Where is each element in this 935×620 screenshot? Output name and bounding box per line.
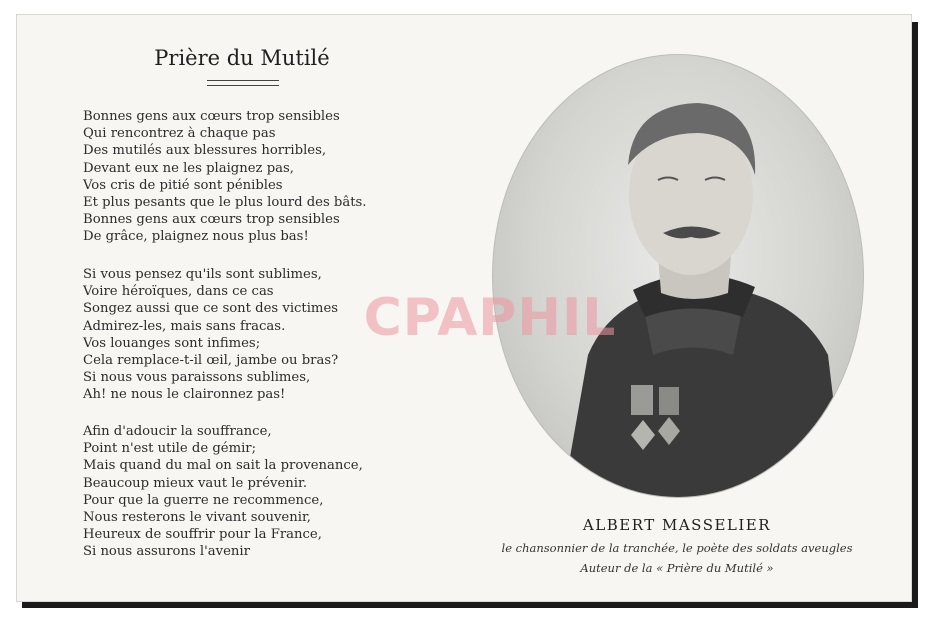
portrait-caption-line-1: le chansonnier de la tranchée, le poète des soldats aveugles: [501, 541, 853, 555]
portrait-name: ALBERT MASSELIER: [582, 516, 772, 534]
poem-line: Des mutilés aux blessures horribles,: [83, 143, 327, 159]
poem-line: Devant eux ne les plaignez pas,: [83, 160, 294, 176]
title-underline: [207, 80, 279, 86]
poem-line: De grâce, plaignez nous plus bas!: [83, 229, 309, 245]
watermark-text: CPAPHIL: [363, 288, 617, 348]
poem-line: Vos louanges sont infimes;: [83, 335, 261, 351]
stanza-1: [83, 108, 366, 246]
poem-line: Vos cris de pitié sont pénibles: [83, 177, 283, 193]
poem-line: Et plus pesants que le plus lourd des bâts.: [83, 195, 367, 211]
poem-title: Prière du Mutilé: [154, 46, 330, 70]
poem-line: Afin d'adoucir la souffrance,: [83, 424, 272, 439]
poem-line: Mais quand du mal on sait la provenance,: [83, 458, 363, 474]
poem-line: Songez aussi que ce sont des victimes: [83, 301, 339, 317]
poem-line: Si nous vous paraissons sublimes,: [83, 370, 311, 386]
poem-line: Admirez-les, mais sans fracas.: [83, 318, 286, 334]
portrait-illustration: [493, 55, 863, 497]
poem-line: Qui rencontrez à chaque pas: [83, 126, 276, 142]
portrait-photo: [492, 54, 864, 498]
poem-line: Si nous assurons l'avenir: [83, 544, 250, 560]
poem-line: Beaucoup mieux vaut le prévenir.: [83, 475, 308, 491]
poem-line: Bonnes gens aux cœurs trop sensibles: [83, 212, 340, 228]
poem-line: Voire héroïques, dans ce cas: [83, 284, 274, 300]
poem-line: Nous resterons le vivant souvenir,: [83, 510, 311, 526]
poem-line: Pour que la guerre ne recommence,: [83, 492, 324, 508]
poem-line: Ah! ne nous le claironnez pas!: [83, 387, 286, 403]
poem-line: Si vous pensez qu'ils sont sublimes,: [83, 267, 322, 282]
poem-line: Bonnes gens aux cœurs trop sensibles: [83, 109, 340, 124]
poem-line: Heureux de souffrir pour la France,: [83, 527, 322, 543]
poem-line: Cela remplace-t-il œil, jambe ou bras?: [83, 353, 339, 369]
portrait-caption-line-2: Auteur de la « Prière du Mutilé »: [580, 561, 774, 575]
stanza-3: [83, 423, 363, 561]
poem-line: Point n'est utile de gémir;: [83, 441, 257, 457]
